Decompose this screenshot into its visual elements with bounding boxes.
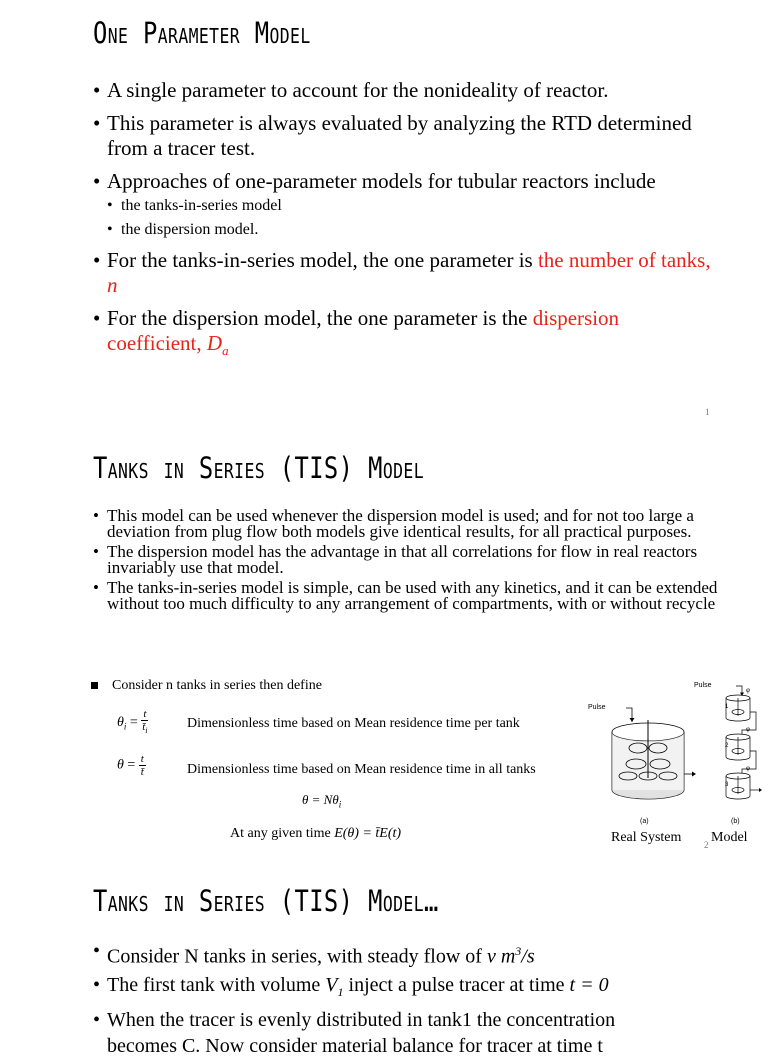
variable-subscript: a — [222, 343, 229, 359]
text: When the tracer is evenly distributed in tank1 the concentration — [107, 1008, 616, 1031]
slide-2-title: Tanks in Series (TIS) Model — [93, 451, 424, 485]
list-item: • This model can be used whenever the dispersion model is used; and for not too large a deviation from plug flow both models give identical results, for all practical purposes. — [93, 508, 718, 540]
text: becomes C. Now consider material balance for tracer at time t — [107, 1034, 603, 1057]
pulse-label: Pulse — [588, 704, 606, 711]
superscript: 3 — [515, 944, 522, 958]
list-item: • This parameter is always evaluated by analyzing the RTD determined from a tracer test. — [93, 111, 713, 161]
equation-theta-i: $\theta_i$ = $\frac{t}{t̄_i}$ — [117, 708, 148, 736]
tank-label: 2 — [725, 743, 729, 749]
variable: D — [206, 331, 223, 355]
equation-theta: θ = $\frac{t}{t̄}$ — [117, 753, 144, 778]
list-item: • A single parameter to account for the nonideality of reactor. — [93, 78, 713, 103]
page-number: 1 — [705, 407, 710, 417]
text: The first tank with volume — [107, 973, 326, 996]
list-item — [93, 306, 713, 363]
pulse-label-model: Pulse — [694, 682, 712, 689]
fraction — [141, 708, 148, 737]
slide-1-title: One Parameter Model — [93, 16, 311, 50]
model-label: Model — [711, 830, 748, 845]
real-system-label: Real System — [611, 830, 682, 845]
variable: n — [107, 273, 118, 297]
math-text: θ = Nθ — [302, 792, 339, 807]
fraction — [139, 753, 146, 778]
variable: /s — [521, 945, 535, 968]
list-item — [93, 248, 713, 298]
slide-2-bullets — [93, 508, 718, 616]
real-system-figure — [588, 702, 698, 812]
math-symbol: θ — [117, 714, 124, 730]
svg-text:φ: φ — [746, 727, 750, 733]
slide-1-bullets — [93, 78, 713, 371]
list-item — [93, 1007, 723, 1059]
list-item — [93, 938, 723, 970]
list-item: • Approaches of one-parameter models for tubular reactors include — [93, 169, 713, 194]
text: Consider N tanks in series, with steady flow of — [107, 945, 487, 968]
equation-theta-n — [302, 792, 341, 810]
square-bullet-icon — [91, 682, 98, 689]
denominator: t̄ — [142, 721, 146, 733]
text: For the tanks-in-series model, the one parameter is — [107, 248, 538, 272]
text: For the dispersion model, the one parameter is the — [107, 306, 533, 330]
math-subscript: i — [123, 721, 127, 732]
numerator: t — [140, 753, 144, 765]
tank-label: 3 — [725, 782, 729, 788]
svg-text:φ: φ — [746, 688, 750, 694]
list-item — [93, 972, 723, 1005]
text: Consider n tanks in series then define — [112, 678, 322, 693]
sub-list-item: • the dispersion model. — [107, 220, 713, 240]
variable: V — [325, 973, 338, 996]
equation-theta-i-desc: Dimensionless time based on Mean residence time per tank — [187, 716, 520, 731]
svg-text:φ: φ — [746, 766, 750, 772]
equation-theta-desc: Dimensionless time based on Mean residence time in all tanks — [187, 762, 536, 777]
tanks-model-figure — [712, 680, 768, 810]
math-subscript: i — [338, 799, 342, 810]
sub-list-item: • the tanks-in-series model — [107, 196, 713, 216]
slide-3-bullets — [93, 938, 723, 1061]
tank-label: 1 — [725, 704, 729, 710]
variable: t = 0 — [569, 973, 609, 996]
highlight-text: the number of tanks, — [537, 248, 711, 272]
figure-a-label: (a) — [640, 818, 649, 825]
numerator: t — [143, 708, 147, 720]
math-text: E(θ) = t̄E(t) — [334, 826, 402, 841]
page-number: 2 — [704, 840, 709, 850]
slide-3-title: Tanks in Series (TIS) Model… — [93, 884, 439, 918]
equation-e-theta — [230, 826, 401, 842]
list-item: • The tanks-in-series model is simple, can be used with any kinetics, and it can be extended without too much difficulty to any arrangement of compartments, with or without recycle — [93, 580, 718, 612]
figure-b-label: (b) — [731, 818, 740, 825]
highlight-text: dispersion coefficient, — [107, 306, 620, 355]
denominator-subscript: i — [145, 726, 148, 736]
text: At any given time — [230, 826, 335, 841]
variable: v m — [486, 945, 516, 968]
list-item: • The dispersion model has the advantage in that all correlations for flow in real reactors invariably use that model. — [93, 544, 718, 576]
denominator: t̄ — [140, 766, 144, 778]
math-symbol: θ — [117, 757, 124, 773]
consider-line — [91, 678, 322, 694]
text: inject a pulse tracer at time — [343, 973, 570, 996]
subscript: 1 — [337, 984, 344, 999]
